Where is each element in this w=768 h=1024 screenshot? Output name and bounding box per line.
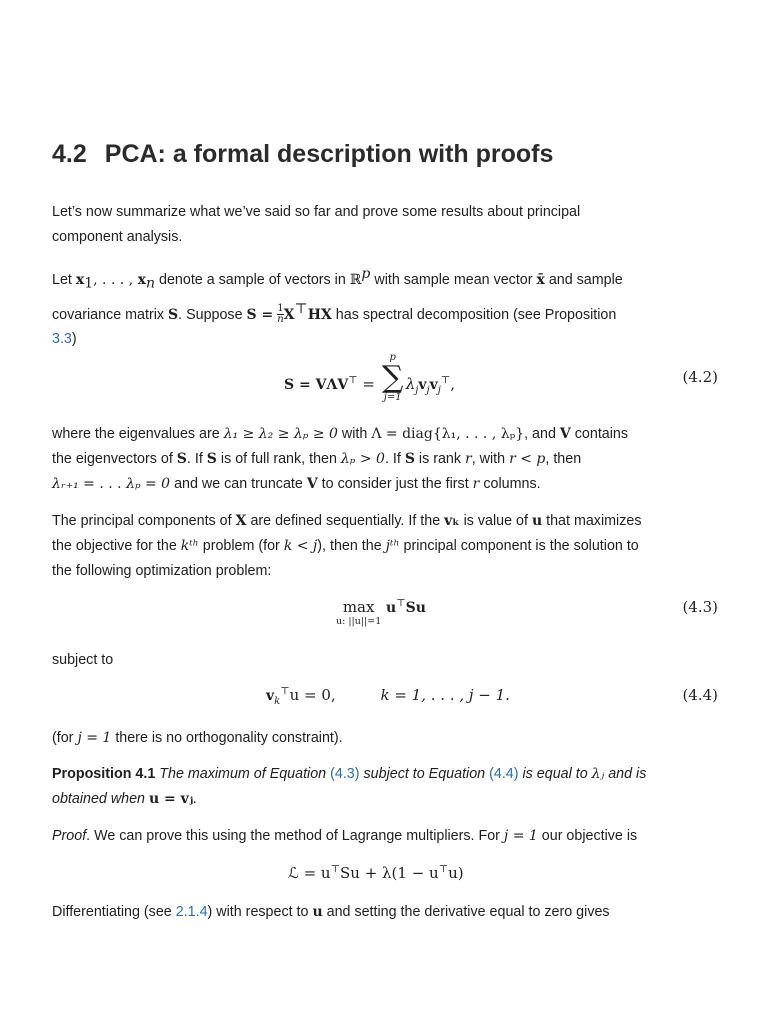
text: the eigenvectors of: [52, 451, 173, 467]
math-inline: Λ = diag{λ₁, . . . , λₚ}: [371, 426, 525, 442]
text: and sample: [548, 271, 623, 288]
text: Differentiating (see: [52, 904, 172, 920]
text: covariance matrix: [52, 306, 165, 323]
text: to consider just the first: [321, 476, 469, 492]
math-v: v: [418, 377, 427, 393]
math-S: S: [206, 451, 217, 467]
math-S-eq: S =: [246, 306, 274, 323]
sum-lower: j=1: [383, 392, 402, 403]
text: columns.: [483, 476, 541, 492]
text: the following optimization problem:: [52, 563, 272, 579]
equation-4-2: [0, 352, 768, 408]
max-label: max: [342, 598, 375, 616]
differentiating-paragraph: [52, 900, 722, 925]
math-transpose: ⊤: [280, 686, 290, 697]
math-transpose: ⊤: [396, 598, 406, 609]
math-constraint: u = 0,: [289, 686, 336, 704]
equation-number: (4.3): [682, 598, 718, 616]
section-heading: [52, 140, 553, 169]
text: and is: [608, 766, 647, 782]
text: is of full rank, then: [220, 451, 337, 467]
math-Su: Su: [405, 600, 426, 616]
lagrangian-body: [288, 864, 464, 882]
math-inline: r < p: [509, 451, 546, 467]
math-inline: λₚ > 0: [340, 451, 385, 467]
orthogonality-note: [52, 726, 722, 751]
subject-to: subject to: [52, 652, 114, 668]
math-transpose: ⊤: [440, 375, 451, 386]
math-lagrangian-end: u): [448, 864, 464, 882]
equation-number: (4.4): [682, 686, 718, 704]
math-S: S: [168, 306, 179, 323]
math-lambda: λ: [405, 375, 416, 393]
text: ), then the: [317, 538, 382, 554]
math-R: ℝ: [349, 271, 362, 288]
math-r: r: [472, 476, 480, 492]
math-S: S: [176, 451, 187, 467]
math-lambda-j: λⱼ: [591, 766, 605, 782]
text: obtained when: [52, 791, 146, 807]
math-HX: HX: [307, 306, 332, 323]
intro-line-1: Let’s now summarize what we’ve said so far and prove some results about principal: [52, 204, 581, 220]
math-V: V: [559, 426, 571, 442]
equation-4-2-body: [284, 352, 456, 404]
math-lagrangian-mid: Su + λ(1 − u: [339, 864, 439, 882]
equation-4-4: [0, 684, 768, 714]
text: are defined sequentially. If the: [250, 513, 441, 529]
math-r: r: [465, 451, 472, 467]
proof-label: Proof: [52, 828, 87, 844]
math-u: u: [531, 513, 543, 529]
math-sup: p: [361, 266, 371, 282]
proposition-4-1: [52, 762, 722, 812]
denominator: n: [277, 314, 284, 326]
text: and setting the derivative equal to zero gives: [326, 904, 610, 920]
text: The principal components of: [52, 513, 232, 529]
text: (for: [52, 730, 74, 746]
math-lhs: S = VΛV: [284, 377, 349, 393]
proposition-label: Proposition 4.1: [52, 766, 156, 782]
text: principal component is the solution to: [403, 538, 639, 554]
math-sub: j: [415, 385, 419, 396]
proposition-link[interactable]: 3.3: [52, 331, 72, 348]
math-vk: vₖ: [444, 513, 460, 529]
text: with: [341, 426, 368, 442]
math-V: V: [306, 476, 318, 492]
math-transpose: ⊤: [330, 864, 340, 875]
math-transpose: ⊤: [438, 864, 449, 875]
text: , with: [471, 451, 506, 467]
section-title: PCA: a formal description with proofs: [104, 140, 554, 168]
text: is rank: [418, 451, 462, 467]
text: .: [193, 791, 198, 807]
math-v: v: [429, 377, 438, 393]
text: our objective is: [541, 828, 638, 844]
text: The maximum of Equation: [159, 766, 327, 782]
math-sub: j: [437, 385, 441, 396]
sum-upper: p: [389, 352, 396, 363]
math-kth: kᵗʰ: [180, 538, 199, 554]
text: . Suppose: [178, 306, 243, 323]
text: . If: [186, 451, 203, 467]
summation: [380, 352, 406, 404]
text: with sample mean vector: [374, 271, 533, 288]
text: . If: [384, 451, 401, 467]
text: has spectral decomposition (see Proposition: [335, 306, 617, 323]
eigen-paragraph: [52, 422, 722, 497]
text: denote a sample of vectors in: [159, 271, 346, 288]
math-inline: λ₁ ≥ λ₂ ≥ λₚ ≥ 0: [223, 426, 338, 442]
math-X: X: [283, 306, 295, 323]
section-number: 4.2: [52, 140, 87, 168]
equation-4-4-link[interactable]: (4.4): [489, 766, 519, 782]
equation-4-4-body: [266, 686, 510, 707]
setup-paragraph: [52, 262, 722, 352]
math-dots: , . . . ,: [93, 271, 138, 288]
math-xbar: x̄: [536, 271, 545, 288]
text: Let: [52, 271, 72, 288]
text: that maximizes: [546, 513, 642, 529]
lagrangian-equation: [0, 862, 768, 890]
text: ) with respect to: [207, 904, 309, 920]
sigma-icon: ∑: [382, 360, 404, 395]
math-sub: j: [426, 385, 430, 396]
math-sub: k: [274, 696, 281, 707]
math-range: k = 1, . . . , j − 1.: [380, 686, 510, 704]
text: . We can prove this using the method of Lagrange multipliers. For: [86, 828, 500, 844]
text: , then: [545, 451, 582, 467]
math-v: v: [266, 688, 275, 704]
math-equals: =: [357, 375, 375, 393]
math-comma: ,: [450, 375, 456, 393]
text: , and: [524, 426, 556, 442]
section-2-1-4-link[interactable]: 2.1.4: [175, 904, 208, 920]
math-inline: j = 1: [503, 828, 538, 844]
text: the objective for the: [52, 538, 177, 554]
math-sub: 1: [84, 275, 94, 292]
math-u: u: [312, 904, 323, 920]
text: contains: [574, 426, 629, 442]
text: is value of: [463, 513, 528, 529]
math-lagrangian: ℒ = u: [288, 864, 331, 882]
math-x: x: [75, 271, 85, 288]
math-u: u: [386, 600, 397, 616]
numerator: 1: [277, 303, 284, 315]
text: and we can truncate: [174, 476, 303, 492]
text: there is no orthogonality constraint).: [115, 730, 343, 746]
math-inline: k < j: [283, 538, 318, 554]
math-u-eq-v: u = vⱼ: [149, 791, 194, 807]
text: where the eigenvalues are: [52, 426, 220, 442]
text: subject to Equation: [363, 766, 486, 782]
math-inline: j = 1: [77, 730, 112, 746]
math-jth: jᵗʰ: [385, 538, 400, 554]
equation-number: (4.2): [682, 368, 718, 386]
intro-paragraph: [52, 200, 722, 250]
text: is equal to: [522, 766, 588, 782]
principal-components-paragraph: [52, 509, 722, 584]
math-inline: λᵣ₊₁ = . . . λₚ = 0: [52, 476, 171, 492]
equation-4-3-link[interactable]: (4.3): [330, 766, 360, 782]
math-S: S: [404, 451, 415, 467]
intro-line-2: component analysis.: [52, 229, 183, 245]
max-limit: u: ||u||=1: [336, 616, 382, 627]
text: problem (for: [202, 538, 280, 554]
math-transpose: ⊤: [294, 300, 308, 317]
math-transpose: ⊤: [348, 375, 358, 386]
math-x: x: [137, 271, 147, 288]
math-X: X: [235, 513, 247, 529]
equation-4-3: [0, 596, 768, 636]
text: ): [71, 331, 77, 348]
proof-paragraph: [52, 824, 722, 849]
math-sub: n: [146, 275, 156, 292]
equation-4-3-body: [336, 598, 426, 628]
max-operator: [336, 598, 381, 628]
